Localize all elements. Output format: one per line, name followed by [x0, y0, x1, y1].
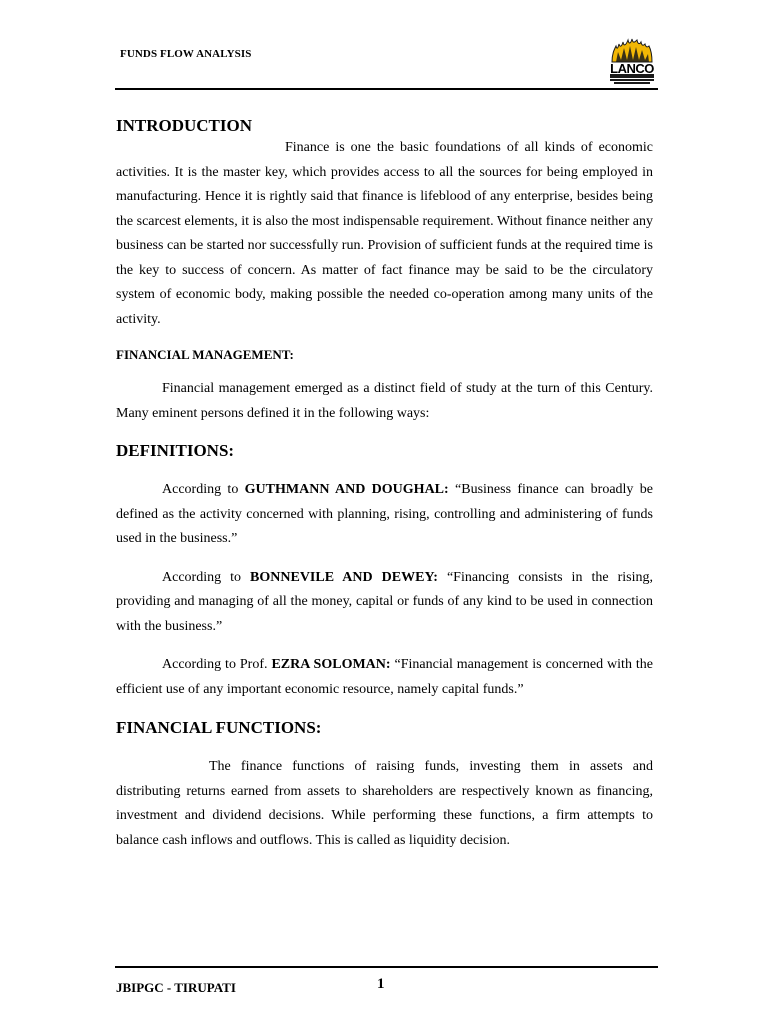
logo-wordmark: LANCO — [610, 61, 654, 76]
definition-text: “Financial management is concerned with the efficient use of any important economic resource, namely capital funds.” — [116, 657, 654, 697]
financial-functions-heading: FINANCIAL FUNCTIONS: — [116, 718, 322, 737]
header-divider — [115, 88, 658, 90]
definition-text: “Financing consists in the rising, providing and managing of all the money, capital or funds of any kind to be used in connection with the business.” — [116, 569, 653, 634]
document-title: INTRODUCTION — [116, 116, 253, 135]
definition-author: BONNEVILE AND DEWEY: — [250, 569, 438, 585]
definition-author: EZRA SOLOMAN: — [271, 657, 391, 672]
definition-lead: According to Prof. — [162, 657, 272, 672]
definition-text: “Business finance can broadly be defined as the activity concerned with planning, rising, controlling and administering of funds used in the business.” — [116, 482, 653, 546]
definition-guthmann — [116, 478, 653, 552]
definitions-heading: DEFINITIONS: — [116, 441, 235, 460]
intro-paragraph: Finance is one the basic foundations of all kinds of economic activities. It is the master key, which provides access to all the sources for being employed in manufacturing. Hence it is rightly said that finance is lifeblood of any enterprise, besides being the scarcest elements, it is also the most indispensable requirement. Without finance neither any business can be started nor successfully run. Provision of sufficient funds at the required time is the key to success of concern. As matter of fact finance may be said to be the circulatory system of economic body, making possible the needed co-operation among many units of the activity. — [116, 140, 653, 327]
page-footer — [0, 960, 768, 1024]
definition-author: GUTHMANN AND DOUGHAL: — [244, 482, 449, 497]
financial-management-paragraph: Financial management emerged as a distinct field of study at the turn of this Century. Many eminent persons defined it in the following ways: — [116, 381, 653, 421]
financial-management-heading: FINANCIAL MANAGEMENT: — [116, 347, 294, 362]
lanco-logo — [604, 36, 660, 88]
definition-soloman — [116, 653, 653, 702]
definition-lead: According to — [162, 569, 251, 585]
definition-bonnevile — [116, 566, 653, 640]
page-number: 1 — [377, 976, 385, 992]
page-header — [0, 0, 768, 100]
document-body — [116, 116, 653, 866]
footer-institution: JBIPGC - TIRUPATI — [116, 980, 236, 995]
financial-functions-paragraph: The finance functions of raising funds, investing them in assets and distributing returns earned from assets to shareholders are respectively known as financing, investment and dividend decisions. While performing these functions, a firm attempts to balance cash inflows and outflows. This is called as liquidity decision. — [116, 759, 653, 848]
running-header-title: FUNDS FLOW ANALYSIS — [120, 48, 252, 60]
definition-lead: According to — [162, 482, 245, 497]
footer-divider — [115, 966, 658, 968]
